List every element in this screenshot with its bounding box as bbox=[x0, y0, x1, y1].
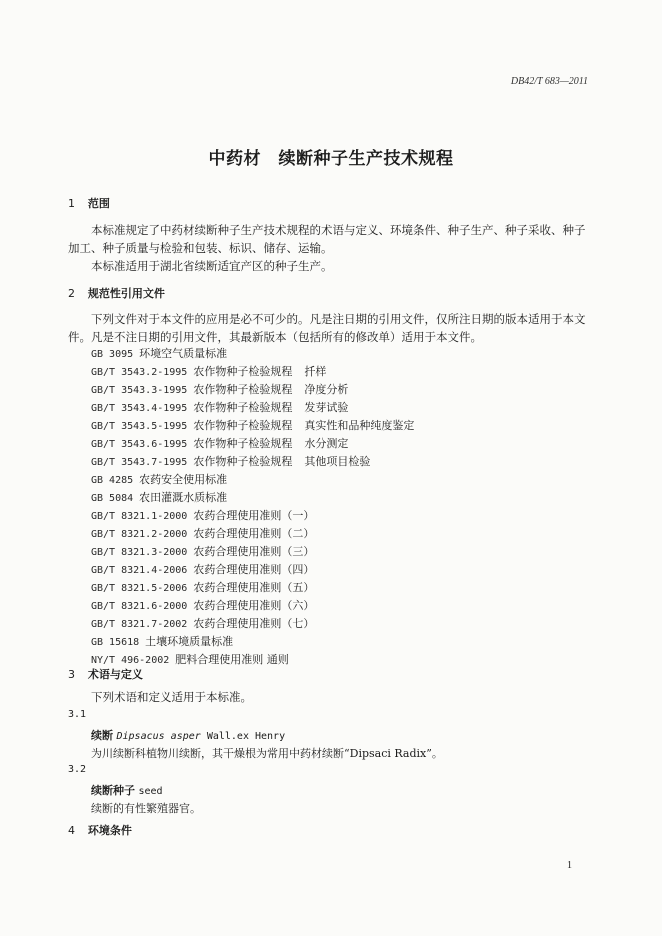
reference-name: 农田灌溉水质标准 bbox=[139, 491, 228, 504]
paragraph: 本标准规定了中药材续断种子生产技术规程的术语与定义、环境条件、种子生产、种子采收、种子加工、种子质量与检验和包装、标识、储存、运输。 bbox=[68, 223, 586, 255]
reference-code: GB/T 8321.5-2006 bbox=[91, 583, 188, 594]
term-definition: 续断的有性繁殖器官。 bbox=[91, 802, 201, 815]
reference-code: GB/T 3543.5-1995 bbox=[91, 421, 188, 432]
reference-item bbox=[91, 363, 414, 381]
reference-name: 肥料合理使用准则 通则 bbox=[175, 653, 289, 666]
term-name: 续断种子 bbox=[91, 784, 135, 797]
reference-name: 农药合理使用准则（一） bbox=[193, 509, 315, 522]
term-latin bbox=[139, 786, 163, 797]
reference-item bbox=[91, 453, 414, 471]
reference-name: 农作物种子检验规程 bbox=[193, 455, 293, 468]
reference-item bbox=[91, 615, 414, 633]
reference-item bbox=[91, 507, 414, 525]
reference-name: 农药合理使用准则（三） bbox=[193, 545, 315, 558]
reference-subtitle: 真实性和品种纯度鉴定 bbox=[304, 419, 415, 432]
page-number: 1 bbox=[567, 860, 572, 871]
reference-item bbox=[91, 579, 414, 597]
reference-code: GB 5084 bbox=[91, 493, 134, 504]
section-heading bbox=[68, 666, 143, 682]
section-title: 环境条件 bbox=[87, 824, 132, 837]
section-heading bbox=[68, 195, 110, 211]
reference-name: 农药合理使用准则（五） bbox=[193, 581, 315, 594]
term-latin bbox=[117, 731, 286, 742]
reference-code: GB/T 3543.6-1995 bbox=[91, 439, 188, 450]
reference-subtitle: 发芽试验 bbox=[304, 401, 349, 414]
term-definition: 为川续断科植物川续断，其干燥根为常用中药材续断“Dipsaci Radix”。 bbox=[91, 747, 443, 760]
reference-code: GB/T 8321.1-2000 bbox=[91, 511, 188, 522]
reference-subtitle: 扦样 bbox=[304, 365, 327, 378]
reference-name: 环境空气质量标准 bbox=[139, 347, 228, 360]
reference-item bbox=[91, 417, 414, 435]
reference-item bbox=[91, 561, 414, 579]
term-latin-italic: Dipsacus asper bbox=[116, 731, 201, 742]
reference-list bbox=[91, 345, 414, 669]
term-entry bbox=[91, 727, 285, 743]
subsection-number: 3.1 bbox=[68, 709, 87, 720]
paragraph: 本标准适用于湖北省续断适宜产区的种子生产。 bbox=[91, 259, 333, 273]
section-heading bbox=[68, 822, 132, 838]
term-entry bbox=[91, 782, 163, 798]
reference-name: 农药合理使用准则（七） bbox=[193, 617, 315, 630]
reference-name: 农作物种子检验规程 bbox=[193, 365, 293, 378]
reference-name: 农作物种子检验规程 bbox=[193, 383, 293, 396]
reference-code: GB/T 3543.7-1995 bbox=[91, 457, 188, 468]
reference-code: GB/T 8321.6-2000 bbox=[91, 601, 188, 612]
reference-code: GB/T 3543.4-1995 bbox=[91, 403, 188, 414]
reference-item bbox=[91, 345, 414, 363]
reference-code: GB/T 3543.3-1995 bbox=[91, 385, 188, 396]
reference-item bbox=[91, 435, 414, 453]
paragraph: 下列文件对于本文件的应用是必不可少的。凡是注日期的引用文件，仅所注日期的版本适用于本文件。凡是不注日期的引用文件，其最新版本（包括所有的修改单）适用于本文件。 bbox=[68, 312, 586, 344]
reference-code: NY/T 496-2002 bbox=[91, 655, 170, 666]
section-title: 规范性引用文件 bbox=[87, 287, 165, 300]
reference-code: GB/T 8321.4-2006 bbox=[91, 565, 188, 576]
reference-item bbox=[91, 489, 414, 507]
section-number: 3 bbox=[68, 668, 75, 681]
reference-item bbox=[91, 597, 414, 615]
reference-item bbox=[91, 633, 414, 651]
term-latin-rest: seed bbox=[138, 786, 163, 797]
section-number: 4 bbox=[68, 824, 75, 837]
section-number: 2 bbox=[68, 287, 75, 300]
reference-item bbox=[91, 471, 414, 489]
reference-name: 农作物种子检验规程 bbox=[193, 437, 293, 450]
reference-item bbox=[91, 399, 414, 417]
reference-item bbox=[91, 525, 414, 543]
section-heading bbox=[68, 285, 165, 301]
reference-code: GB/T 8321.7-2002 bbox=[91, 619, 188, 630]
reference-name: 农药安全使用标准 bbox=[139, 473, 228, 486]
subsection-number: 3.2 bbox=[68, 764, 87, 775]
term-latin-rest: Wall.ex Henry bbox=[206, 731, 286, 742]
reference-name: 农药合理使用准则（四） bbox=[193, 563, 315, 576]
reference-subtitle: 净度分析 bbox=[304, 383, 349, 396]
reference-code: GB 3095 bbox=[91, 349, 134, 360]
reference-subtitle: 其他项目检验 bbox=[304, 455, 371, 468]
reference-name: 农作物种子检验规程 bbox=[193, 401, 293, 414]
reference-name: 农药合理使用准则（六） bbox=[193, 599, 315, 612]
reference-code: GB/T 8321.2-2000 bbox=[91, 529, 188, 540]
header-code: DB42/T 683—2011 bbox=[510, 76, 588, 87]
reference-code: GB 4285 bbox=[91, 475, 134, 486]
reference-item bbox=[91, 543, 414, 561]
reference-code: GB 15618 bbox=[91, 637, 140, 648]
reference-code: GB/T 3543.2-1995 bbox=[91, 367, 188, 378]
reference-item bbox=[91, 381, 414, 399]
section-title: 范围 bbox=[87, 197, 110, 210]
reference-subtitle: 水分测定 bbox=[304, 437, 349, 450]
reference-name: 农药合理使用准则（二） bbox=[193, 527, 315, 540]
paragraph: 下列术语和定义适用于本标准。 bbox=[91, 690, 252, 704]
reference-name: 土壤环境质量标准 bbox=[145, 635, 234, 648]
reference-name: 农作物种子检验规程 bbox=[193, 419, 293, 432]
term-name: 续断 bbox=[91, 729, 113, 742]
section-title: 术语与定义 bbox=[87, 668, 143, 681]
section-number: 1 bbox=[68, 197, 75, 210]
page-title: 中药材 续断种子生产技术规程 bbox=[208, 149, 454, 169]
reference-code: GB/T 8321.3-2000 bbox=[91, 547, 188, 558]
